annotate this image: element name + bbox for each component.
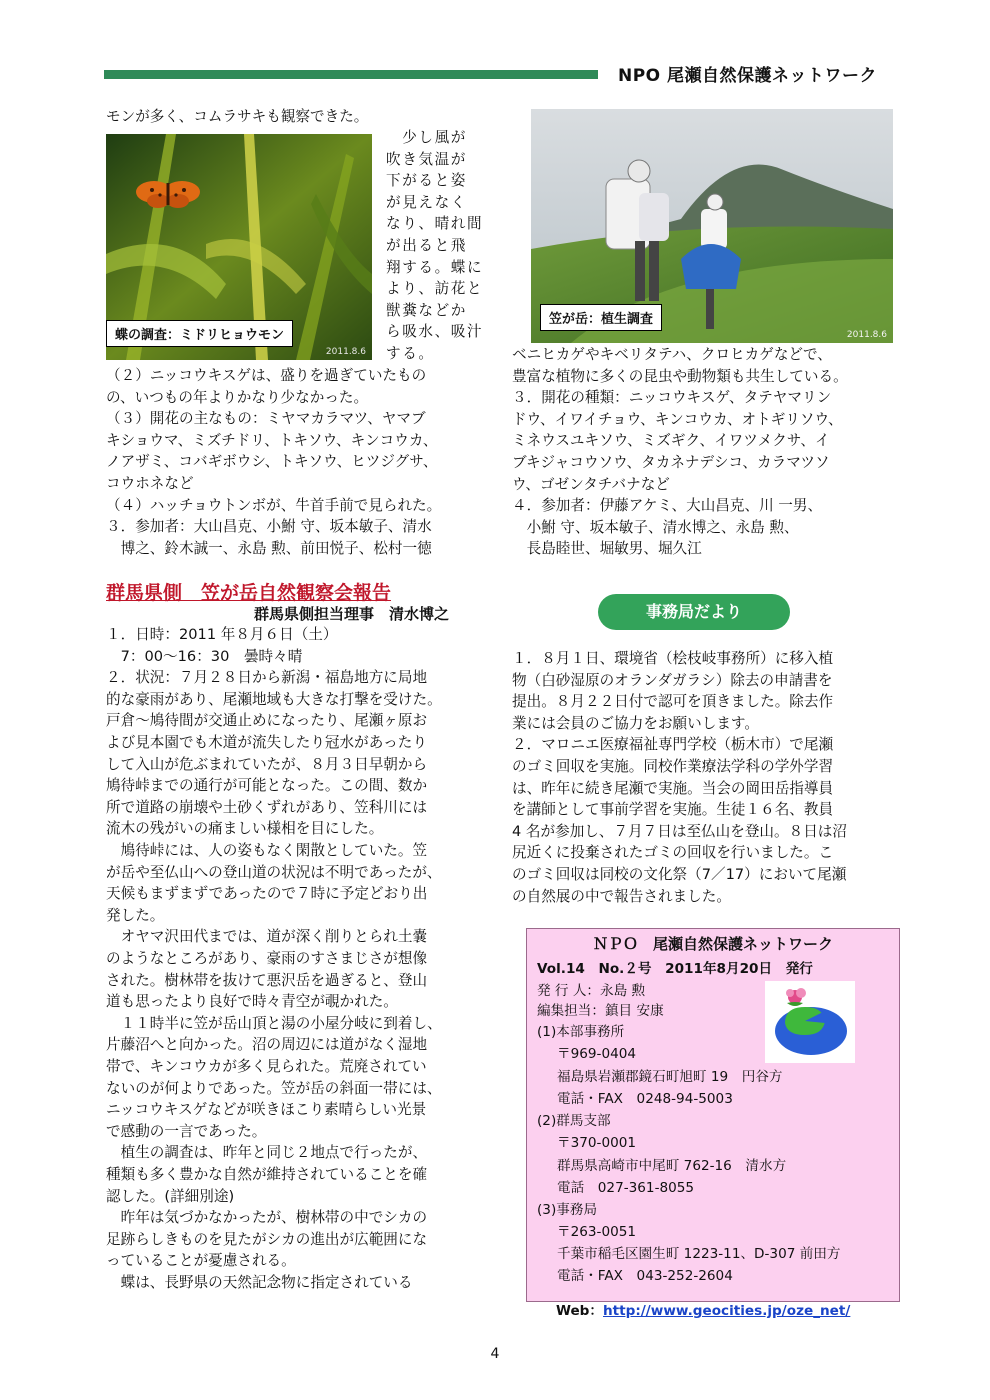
gunma-label: (2)群馬支部	[537, 1113, 611, 1129]
text-line: ドウ、イワイチョウ、キンコウカ、オトギリソウ、	[512, 410, 843, 428]
gunma-address: 群馬県高崎市中尾町 762-16 清水方	[557, 1158, 787, 1174]
text-line: 蝶は、長野県の天然記念物に指定されている	[106, 1274, 413, 1291]
text-line: 長島睦世、堀敏男、堀久江	[512, 540, 702, 558]
gunma-phone: 電話 027-361-8055	[557, 1180, 695, 1196]
office-label: (3)事務局	[537, 1202, 598, 1218]
text-line: で感動の一言であった。	[106, 1122, 267, 1140]
text-line: 戸倉～鳩待間が交通止めになったり、尾瀬ヶ原お	[106, 712, 428, 730]
section-title: 群馬県側 笠が岳自然観察会報告	[106, 582, 392, 604]
intro-line: モンが多く、コムラサキも観察できた。	[106, 108, 369, 125]
text-line: 鳩待峠までの通行が可能となった。この間、数か	[106, 777, 428, 795]
text-line: のゴミ回収は同校の文化祭（7／17）において尾瀬	[512, 866, 847, 883]
hq-phone: 電話・FAX 0248-94-5003	[557, 1091, 733, 1107]
text-line: ２．マロニエ医療福祉専門学校（栃木市）で尾瀬	[512, 736, 834, 754]
text-line: ないのが何よりであった。笠が岳の斜面一帯には、	[106, 1079, 442, 1097]
editor: 編集担当：鎮目 安康	[537, 1003, 664, 1019]
text-line: 昨年は気づかなかったが、樹林帯の中でシカの	[106, 1209, 428, 1227]
header-title: NPO 尾瀬自然保護ネットワーク	[618, 66, 878, 86]
text-line: １．日時：2011 年８月６日（土）	[106, 626, 338, 643]
text-line: 下がると姿	[386, 172, 467, 190]
text-line: を講師として事前学習を実施。生徒１６名、教員	[512, 801, 834, 819]
page-number: 4	[490, 1346, 500, 1362]
text-line: 尻近くに投棄されたゴミの回収を行いました。こ	[512, 844, 834, 862]
text-line: 植生の調査は、昨年と同じ２地点で行ったが、	[106, 1144, 428, 1162]
section-author: 群馬県側担当理事 清水博之	[254, 605, 450, 623]
text-line: ３．参加者：大山昌克、小鮒 守、坂本敏子、清水	[106, 518, 432, 536]
text-line: ２．状況：７月２８日から新潟・福島地方に局地	[106, 669, 428, 687]
text-line: （３）開花の主なもの：ミヤマカラマツ、ヤマブ	[106, 410, 426, 428]
text-line: 鳩待峠には、人の姿もなく閑散としていた。笠	[106, 842, 428, 859]
text-line: は、昨年に続き尾瀬で実施。当会の岡田岳指導員	[512, 779, 834, 797]
text-line: 獣糞などか	[386, 301, 467, 319]
text-line: のようなところがあり、豪雨のすさまじさが想像	[106, 950, 428, 967]
text-line: のゴミ回収を実施。同校作業療法学科の学外学習	[512, 758, 834, 775]
web-line	[537, 1283, 850, 1335]
text-line: 認した。(詳細別途)	[106, 1187, 235, 1205]
text-line: 豊富な植物に多くの昆虫や動物類も共生している。	[512, 367, 848, 385]
hq-label: (1)本部事務所	[537, 1024, 625, 1040]
text-line: オヤマ沢田代までは、道が深く削りとられ土嚢	[106, 928, 428, 946]
text-line: ウ、ゴゼンタチバナなど	[512, 475, 670, 493]
text-line: 流木の残がいの痛ましい様相を目にした。	[106, 820, 384, 838]
text-line: よび見本園でも木道が流失したり冠水があったり	[106, 734, 427, 751]
text-line: なり、晴れ間	[386, 215, 484, 233]
text-line: された。樹林帯を抜けて悪沢岳を過ぎると、登山	[106, 971, 428, 989]
text-line: ベニヒカゲやキベリタテハ、クロヒカゲなどで、	[512, 346, 832, 363]
text-line: 片藤沼へと向かった。沼の周辺には道がなく湿地	[106, 1036, 428, 1054]
water-lily-logo	[765, 981, 855, 1063]
text-line: の、いつもの年よりかなり少なかった。	[106, 388, 369, 406]
publication-info-box	[526, 928, 900, 1319]
web-label: Web：	[555, 1303, 603, 1319]
box-title: ＮＰＯ 尾瀬自然保護ネットワーク	[592, 935, 833, 953]
text-line: ニッコウキスゲなどが咲きほこり素晴らしい光景	[106, 1101, 427, 1119]
text-line: 道も思ったより良好で時々青空が覗かれた。	[106, 993, 398, 1011]
office-phone: 電話・FAX 043-252-2604	[557, 1268, 733, 1284]
header-rule	[104, 70, 598, 79]
text-line: ４．参加者：伊藤アケミ、大山昌克、川 一男、	[512, 497, 823, 515]
text-line: 吹き気温が	[386, 150, 467, 168]
butterfly-photo-caption: 蝶の調査：ミドリヒョウモン	[106, 320, 293, 347]
text-line: ら吸水、吸汁	[386, 323, 484, 341]
text-line: 発した。	[106, 906, 165, 924]
text-line: （２）ニッコウキスゲは、盛りを過ぎていたもの	[106, 367, 427, 384]
text-line: 翔する。蝶に	[386, 258, 484, 276]
text-line: が出ると飛	[386, 237, 467, 254]
publisher: 発 行 人：永島 勲	[537, 983, 646, 999]
text-line: 業には会員のご協力をお願いします。	[512, 714, 759, 732]
photo-date: 2011.8.6	[846, 330, 887, 340]
text-line: 小鮒 守、坂本敏子、清水博之、永島 勲、	[512, 518, 799, 536]
text-line: より、訪花と	[386, 280, 484, 298]
photo-date: 2011.8.6	[325, 347, 366, 357]
text-line: ブキジャコウソウ、タカネナデシコ、カラマツソ	[512, 454, 830, 471]
text-line: 帯で、キンコウカが多く見られた。荒廃されてい	[106, 1058, 427, 1075]
survey-photo-caption: 笠が岳：植生調査	[540, 304, 662, 331]
gunma-zip: 〒370-0001	[557, 1135, 637, 1151]
office-news-badge: 事務局だより	[598, 594, 790, 630]
text-line: の自然展の中で報告されました。	[512, 887, 731, 905]
office-address: 千葉市稲毛区園生町 1223-11、D-307 前田方	[557, 1246, 841, 1262]
hq-zip: 〒969-0404	[557, 1046, 637, 1062]
text-line: が岳や至仏山への登山道の状況は不明であったが、	[106, 863, 442, 881]
text-line: コウホネなど	[106, 475, 194, 492]
text-line: ３．開花の種類：ニッコウキスゲ、タテヤマリン	[512, 389, 832, 407]
website-link[interactable]: http://www.geocities.jp/oze_net/	[603, 1303, 851, 1319]
text-line: 博之、鈴木誠一、永島 勲、前田悦子、松村一徳	[106, 539, 432, 557]
text-line: 的な豪雨があり、尾瀬地域も大きな打撃を受けた。	[106, 690, 442, 708]
text-line: が見えなく	[386, 193, 467, 211]
text-line: 物（白砂湿原のオランダガラシ）除去の申請書を	[512, 671, 833, 689]
text-line: 提出。８月２２日付で認可を頂きました。除去作	[512, 693, 834, 711]
text-line: 7：00～16：30 曇時々晴	[106, 647, 303, 665]
text-line: ミネウスユキソウ、ミズギク、イワツメクサ、イ	[512, 432, 830, 450]
text-line: （４）ハッチョウトンボが、牛首手前で見られた。	[106, 496, 442, 514]
text-line: 天候もまずまずであったので７時に予定どおり出	[106, 885, 428, 903]
vol-line: Vol.14 No.２号 2011年8月20日 発行	[537, 961, 813, 977]
text-line: ノアザミ、コバギボウシ、トキソウ、ヒツジグサ、	[106, 453, 438, 471]
text-line: 4 名が参加し、７月７日は至仏山を登山。８日は沼	[512, 822, 847, 840]
text-line: １１時半に笠が岳山頂と湯の小屋分岐に到着し、	[106, 1014, 442, 1032]
text-line: 所で道路の崩壊や土砂くずれがあり、笠科川には	[106, 798, 428, 816]
text-line: 少し風が	[386, 129, 467, 146]
text-line: する。	[386, 345, 435, 362]
text-line: １．８月１日、環境省（桧枝岐事務所）に移入植	[512, 650, 834, 667]
text-line: っていることが憂慮される。	[106, 1252, 296, 1270]
hq-address: 福島県岩瀬郡鏡石町旭町 19 円谷方	[557, 1069, 783, 1085]
text-line: 種類も多く豊かな自然が維持されていることを確	[106, 1166, 428, 1183]
text-line: 足跡らしきものを見たがシカの進出が広範囲にな	[106, 1230, 428, 1248]
text-line: して入山が危ぶまれていたが、８月３日早朝から	[106, 755, 428, 773]
text-line: キショウマ、ミズチドリ、トキソウ、キンコウカ、	[106, 431, 438, 449]
office-zip: 〒263-0051	[557, 1224, 637, 1240]
